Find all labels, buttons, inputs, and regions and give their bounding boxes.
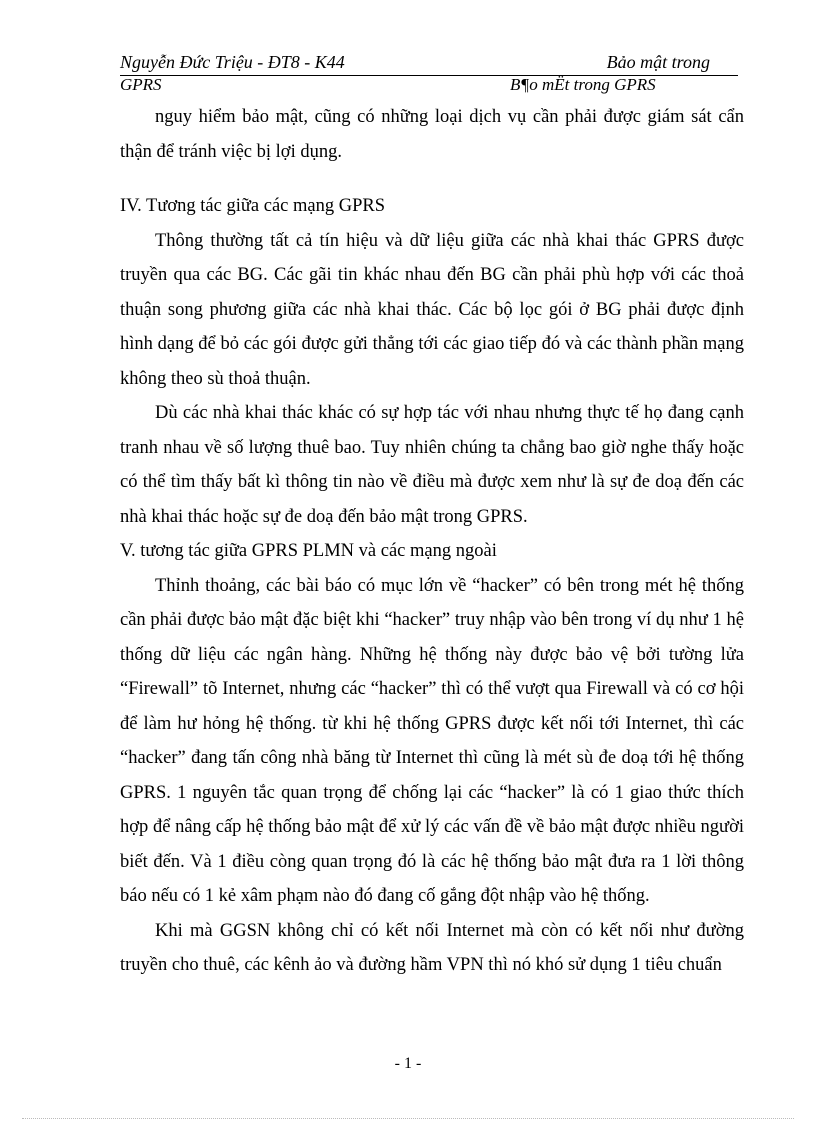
- paragraph-hackers: Thỉnh thoảng, các bài báo có mục lớn về “hacker” có bên trong mét hệ thống cần phải được bảo mật đặc biệt khi “hacker” truy nhập vào bên trong ví dụ như 1 hệ thống dữ liệu các ngân hàng. Những hệ thống này được bảo vệ bởi tường lửa “Firewall” tõ Internet, nhưng các “hacker” thì có thể vượt qua Firewall và có cơ hội để làm hư hỏng hệ thống. từ khi hệ thống GPRS được kết nối tới Internet, thì các “hacker” đang tấn công nhà băng từ Internet thì cũng là mét sù đe doạ tới hệ thống GPRS. 1 nguyên tắc quan trọng để chống lại các “hacker” là có 1 giao thức thích hợp để nâng cấp hệ thống bảo mật để xử lý các vấn đề về bảo mật được nhiều người biết đến. Và 1 điều còng quan trọng đó là các hệ thống bảo mật đưa ra 1 lời thông báo nếu có 1 kẻ xâm phạm nào đó đang cố gắng đột nhập vào hệ thống.: [120, 575, 744, 906]
- section-heading-iv: IV. Tương tác giữa các mạng GPRS: [120, 196, 385, 216]
- header-title-continued: GPRS: [120, 75, 162, 94]
- header-title: Bảo mật trong: [606, 52, 710, 72]
- header-author: Nguyễn Đức Triệu - ĐT8 - K44: [120, 52, 345, 72]
- page-bottom-divider: [22, 1118, 794, 1119]
- document-body: [120, 100, 744, 983]
- header-row: [120, 52, 738, 74]
- paragraph-continuation: nguy hiểm bảo mật, cũng có những loại dịch vụ cần phải được giám sát cẩn thận để tránh việc bị lợi dụng.: [120, 107, 744, 162]
- paragraph-ggsn: Khi mà GGSN không chỉ có kết nối Internet mà còn có kết nối như đường truyền cho thuê, các kênh ảo và đường hầm VPN thì nó khó sử dụng 1 tiêu chuẩn: [120, 920, 744, 975]
- page-header: [120, 52, 738, 95]
- page-number: - 1 -: [394, 1055, 422, 1072]
- header-garbled-title: B¶o mËt trong GPRS: [510, 75, 656, 94]
- paragraph-operator-competition: Dù các nhà khai thác khác có sự hợp tác với nhau nhưng thực tế họ đang cạnh tranh nhau về số lượng thuê bao. Tuy nhiên chúng ta chẳng bao giờ nghe thấy hoặc có thể tìm thấy bất kì thông tin nào về điều mà được xem như là sự đe doạ đến các nhà khai thác hoặc sự đe doạ đến bảo mật trong GPRS.: [120, 403, 744, 527]
- header-row-2: [120, 75, 738, 95]
- paragraph-gprs-interworking: Thông thường tất cả tín hiệu và dữ liệu giữa các nhà khai thác GPRS được truyền qua các BG. Các gãi tin khác nhau đến BG cần phải phù hợp với các thoả thuận song phương giữa các nhà khai thác. Các bộ lọc gói ở BG phải được định hình dạng để bỏ các gói được gửi thẳng tới các giao tiếp đó và các thành phần mạng không theo sù thoả thuận.: [120, 230, 744, 389]
- section-heading-v: V. tương tác giữa GPRS PLMN và các mạng ngoài: [120, 541, 497, 561]
